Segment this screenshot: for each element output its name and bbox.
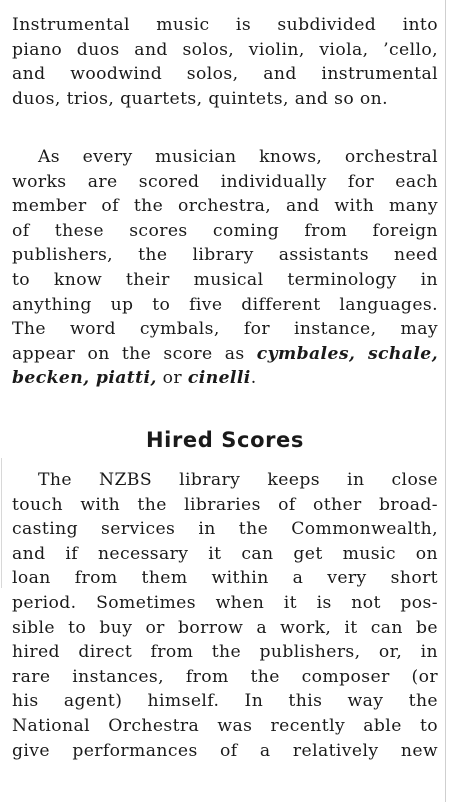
text-line: hired direct from the publishers, or, in [12,642,438,663]
text-line: The NZBS library keeps in close [38,470,438,490]
text-line: his agent) himself. In this way the [12,691,438,712]
paragraph-orchestral-works [12,145,438,391]
text-line: publishers, the library assistants need [12,245,438,266]
text-line: Instrumental music is subdivided into [12,15,438,35]
text-segment: appear on the score as [12,343,257,364]
text-segment: or [156,368,188,389]
text-line: As every musician knows, orchestral [38,147,438,167]
text-line: give performances of a relatively new [12,740,438,761]
text-line: piano duos and solos, violin, viola, ’cello, [12,39,438,60]
section-heading: Hired Scores [145,428,304,452]
text-line: sible to buy or borrow a work, it can be [12,617,438,638]
italic-term: becken, piatti, [12,368,157,389]
text-line: duos, trios, quartets, quintets, and so on. [12,88,389,109]
text-line: The word cymbals, for instance, may [12,319,438,340]
italic-term: cinelli [187,368,251,389]
text-line: member of the orchestra, and with many [12,196,438,217]
column-edge-rule [1,458,2,588]
text-line: National Orchestra was recently able to [12,715,438,736]
text-line: to know their musical terminology in [12,269,438,290]
text-line: and woodwind solos, and instrumental [12,64,438,85]
paragraph-instrumental-music [12,13,438,111]
text-line: and if necessary it can get music on [12,543,438,564]
text-line: works are scored individually for each [12,171,438,192]
paragraph-hired-scores [12,468,438,763]
text-line: casting services in the Commonwealth, [12,519,438,540]
text-line: anything up to five different languages. [12,294,438,315]
text-segment: . [250,368,257,389]
column-rule [445,0,446,802]
text-line: period. Sometimes when it is not pos- [12,592,438,613]
text-line [12,342,438,367]
text-line: touch with the libraries of other broad- [12,494,438,515]
text-line: of these scores coming from foreign [12,220,438,241]
italic-term: cymbales, schale, [256,343,438,364]
text-line: loan from them within a very short [12,568,438,589]
text-line: rare instances, from the composer (or [12,666,438,687]
text-line [12,366,438,391]
